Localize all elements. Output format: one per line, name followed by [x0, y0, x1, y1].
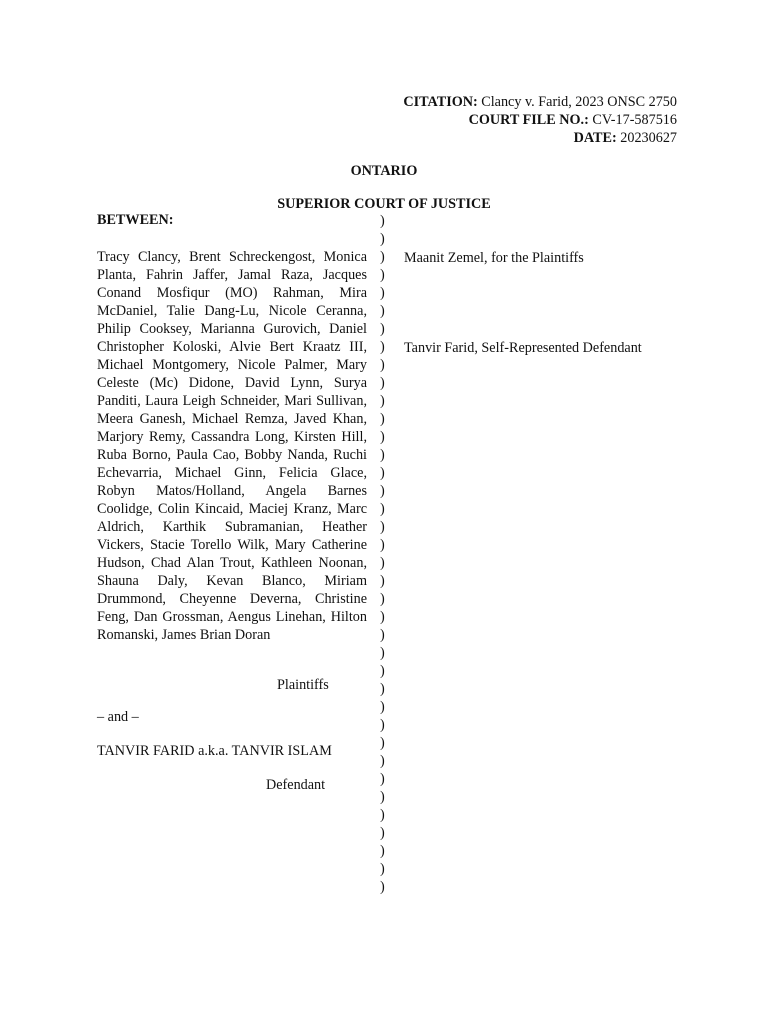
court-name-heading: SUPERIOR COURT OF JUSTICE [277, 196, 491, 212]
parenthesis-mark: ) [380, 393, 385, 409]
parenthesis-mark: ) [380, 717, 385, 733]
date-value: 20230627 [620, 130, 677, 146]
citation-value: Clancy v. Farid, 2023 ONSC 2750 [481, 94, 677, 110]
parenthesis-mark: ) [380, 807, 385, 823]
parenthesis-mark: ) [380, 843, 385, 859]
parenthesis-mark: ) [380, 591, 385, 607]
parenthesis-mark: ) [380, 555, 385, 571]
parenthesis-mark: ) [380, 735, 385, 751]
parenthesis-mark: ) [380, 339, 385, 355]
defendant-role: Defendant [266, 777, 326, 793]
between-label: BETWEEN: [97, 212, 174, 228]
plaintiffs-role: Plaintiffs [277, 677, 329, 693]
parenthesis-mark: ) [380, 303, 385, 319]
parenthesis-mark: ) [380, 825, 385, 841]
parenthesis-mark: ) [380, 285, 385, 301]
parenthesis-mark: ) [380, 249, 385, 265]
court-file-value: CV-17-587516 [592, 112, 677, 128]
citation-line [403, 93, 677, 111]
parenthesis-mark: ) [380, 573, 385, 589]
parenthesis-mark: ) [380, 645, 385, 661]
parenthesis-mark: ) [380, 411, 385, 427]
parenthesis-mark: ) [380, 681, 385, 697]
parenthesis-column [380, 212, 390, 896]
citation-label: CITATION: [403, 94, 478, 110]
plaintiffs-names: Tracy Clancy, Brent Schreckengost, Monica Planta, Fahrin Jaffer, Jamal Raza, Jacques Conand Mosfiqur (MO) Rahman, Mira McDaniel, Talie Dang-Lu, Nicole Ceranna, Philip Cooksey, Marianna Gurovich, Daniel Christopher Koloski, Alvie Bert Kraatz III, Michael Montgomery, Nicole Palmer, Mary Celeste (Mc) Didone, David Lynn, Surya Panditi, Laura Leigh Schneider, Mari Sullivan, Meera Ganesh, Michael Remza, Javed Khan, Marjory Remy, Cassandra Long, Kirsten Hill, Ruba Borno, Paula Cao, Bobby Nanda, Ruchi Echevarria, Michael Ginn, Felicia Glace, Robyn Matos/Holland, Angela Barnes Coolidge, Colin Kincaid, Maciej Kranz, Marc Aldrich, Karthik Subramanian, Heather Vickers, Stacie Torello Wilk, Mary Catherine Hudson, Chad Alan Trout, Kathleen Noonan, Shauna Daly, Kevan Blanco, Miriam Drummond, Cheyenne Deverna, Christine Feng, Dan Grossman, Aengus Linehan, Hilton Romanski, James Brian Doran [97, 249, 367, 643]
and-separator: – and – [97, 709, 139, 725]
court-file-line [469, 111, 677, 129]
parenthesis-mark: ) [380, 465, 385, 481]
parenthesis-mark: ) [380, 231, 385, 247]
parenthesis-mark: ) [380, 213, 385, 229]
parenthesis-mark: ) [380, 267, 385, 283]
parenthesis-mark: ) [380, 627, 385, 643]
parenthesis-mark: ) [380, 429, 385, 445]
date-label: DATE: [573, 130, 617, 146]
plaintiffs-counsel: Maanit Zemel, for the Plaintiffs [404, 250, 584, 266]
parenthesis-mark: ) [380, 519, 385, 535]
parenthesis-mark: ) [380, 789, 385, 805]
court-file-label: COURT FILE NO.: [468, 112, 589, 128]
parenthesis-mark: ) [380, 375, 385, 391]
parenthesis-mark: ) [380, 609, 385, 625]
parenthesis-mark: ) [380, 357, 385, 373]
parenthesis-mark: ) [380, 501, 385, 517]
date-line [574, 129, 677, 147]
parenthesis-mark: ) [380, 753, 385, 769]
parenthesis-mark: ) [380, 447, 385, 463]
parenthesis-mark: ) [380, 879, 385, 895]
defendant-counsel: Tanvir Farid, Self-Represented Defendant [404, 340, 642, 356]
parenthesis-mark: ) [380, 321, 385, 337]
province-heading: ONTARIO [350, 163, 418, 179]
defendant-name: TANVIR FARID a.k.a. TANVIR ISLAM [97, 743, 332, 759]
parenthesis-mark: ) [380, 699, 385, 715]
parenthesis-mark: ) [380, 771, 385, 787]
parenthesis-mark: ) [380, 861, 385, 877]
parenthesis-mark: ) [380, 483, 385, 499]
parenthesis-mark: ) [380, 663, 385, 679]
parenthesis-mark: ) [380, 537, 385, 553]
